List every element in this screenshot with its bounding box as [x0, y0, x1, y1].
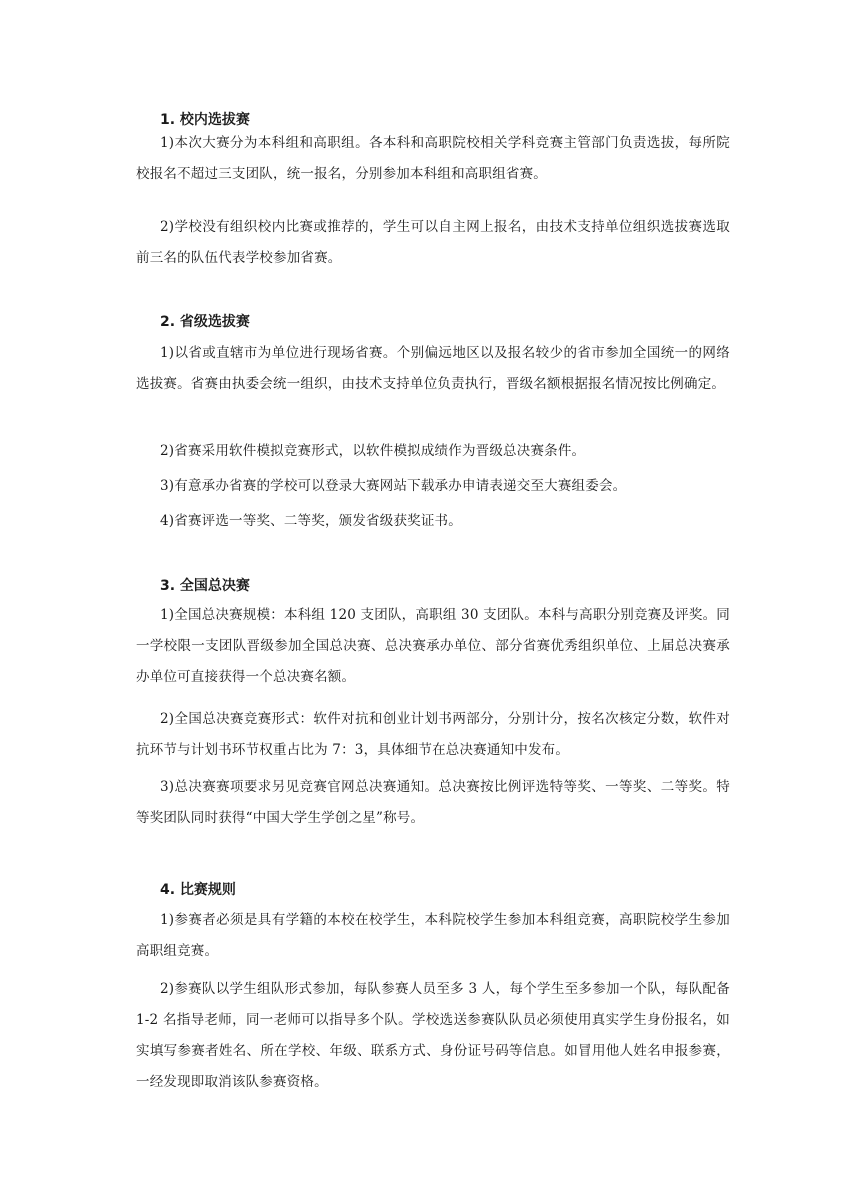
paragraph: 2)全国总决赛竞赛形式：软件对抗和创业计划书两部分，分别计分，按名次核定分数，软件对抗环节与计划书环节权重占比为 7：3，具体细节在总决赛通知中发布。	[136, 711, 730, 758]
paragraph: 2)学校没有组织校内比赛或推荐的，学生可以自主网上报名，由技术支持单位组织选拔赛选取前三名的队伍代表学校参加省赛。	[136, 219, 730, 266]
section-heading: 4. 比赛规则	[160, 882, 236, 898]
paragraph: 2)参赛队以学生组队形式参加，每队参赛人员至多 3 人，每个学生至多参加一个队，每队配备 1-2 名指导老师，同一老师可以指导多个队。学校选送参赛队队员必须使用真实学生身份报名，如实填写参赛者姓名、所在学校、年级、联系方式、身份证号码等信息。如冒用他人姓名申报参赛，一经发现即取消该队参赛资格。	[136, 981, 730, 1090]
paragraph: 1)以省或直辖市为单位进行现场省赛。个别偏远地区以及报名较少的省市参加全国统一的网络选拔赛。省赛由执委会统一组织，由技术支持单位负责执行，晋级名额根据报名情况按比例确定。	[136, 345, 730, 392]
paragraph: 4)省赛评选一等奖、二等奖，颁发省级获奖证书。	[160, 513, 462, 529]
paragraph: 1)参赛者必须是具有学籍的本校在校学生，本科院校学生参加本科组竞赛，高职院校学生参加高职组竞赛。	[136, 912, 730, 959]
section-heading: 3. 全国总决赛	[160, 578, 250, 594]
paragraph: 1)本次大赛分为本科组和高职组。各本科和高职院校相关学科竞赛主管部门负责选拔，每所院校报名不超过三支团队，统一报名，分别参加本科组和高职组省赛。	[136, 135, 730, 182]
section-heading: 2. 省级选拔赛	[160, 314, 250, 330]
paragraph: 3)有意承办省赛的学校可以登录大赛网站下载承办申请表递交至大赛组委会。	[160, 478, 627, 494]
paragraph: 2)省赛采用软件模拟竞赛形式，以软件模拟成绩作为晋级总决赛条件。	[160, 443, 586, 459]
paragraph: 3)总决赛赛项要求另见竞赛官网总决赛通知。总决赛按比例评选特等奖、一等奖、二等奖。特等奖团队同时获得“中国大学生学创之星”称号。	[136, 779, 730, 826]
section-heading: 1. 校内选拔赛	[160, 112, 250, 128]
paragraph: 1)全国总决赛规模：本科组 120 支团队，高职组 30 支团队。本科与高职分别竞赛及评奖。同一学校限一支团队晋级参加全国总决赛、总决赛承办单位、部分省赛优秀组织单位、上届总决赛承办单位可直接获得一个总决赛名额。	[136, 607, 730, 685]
